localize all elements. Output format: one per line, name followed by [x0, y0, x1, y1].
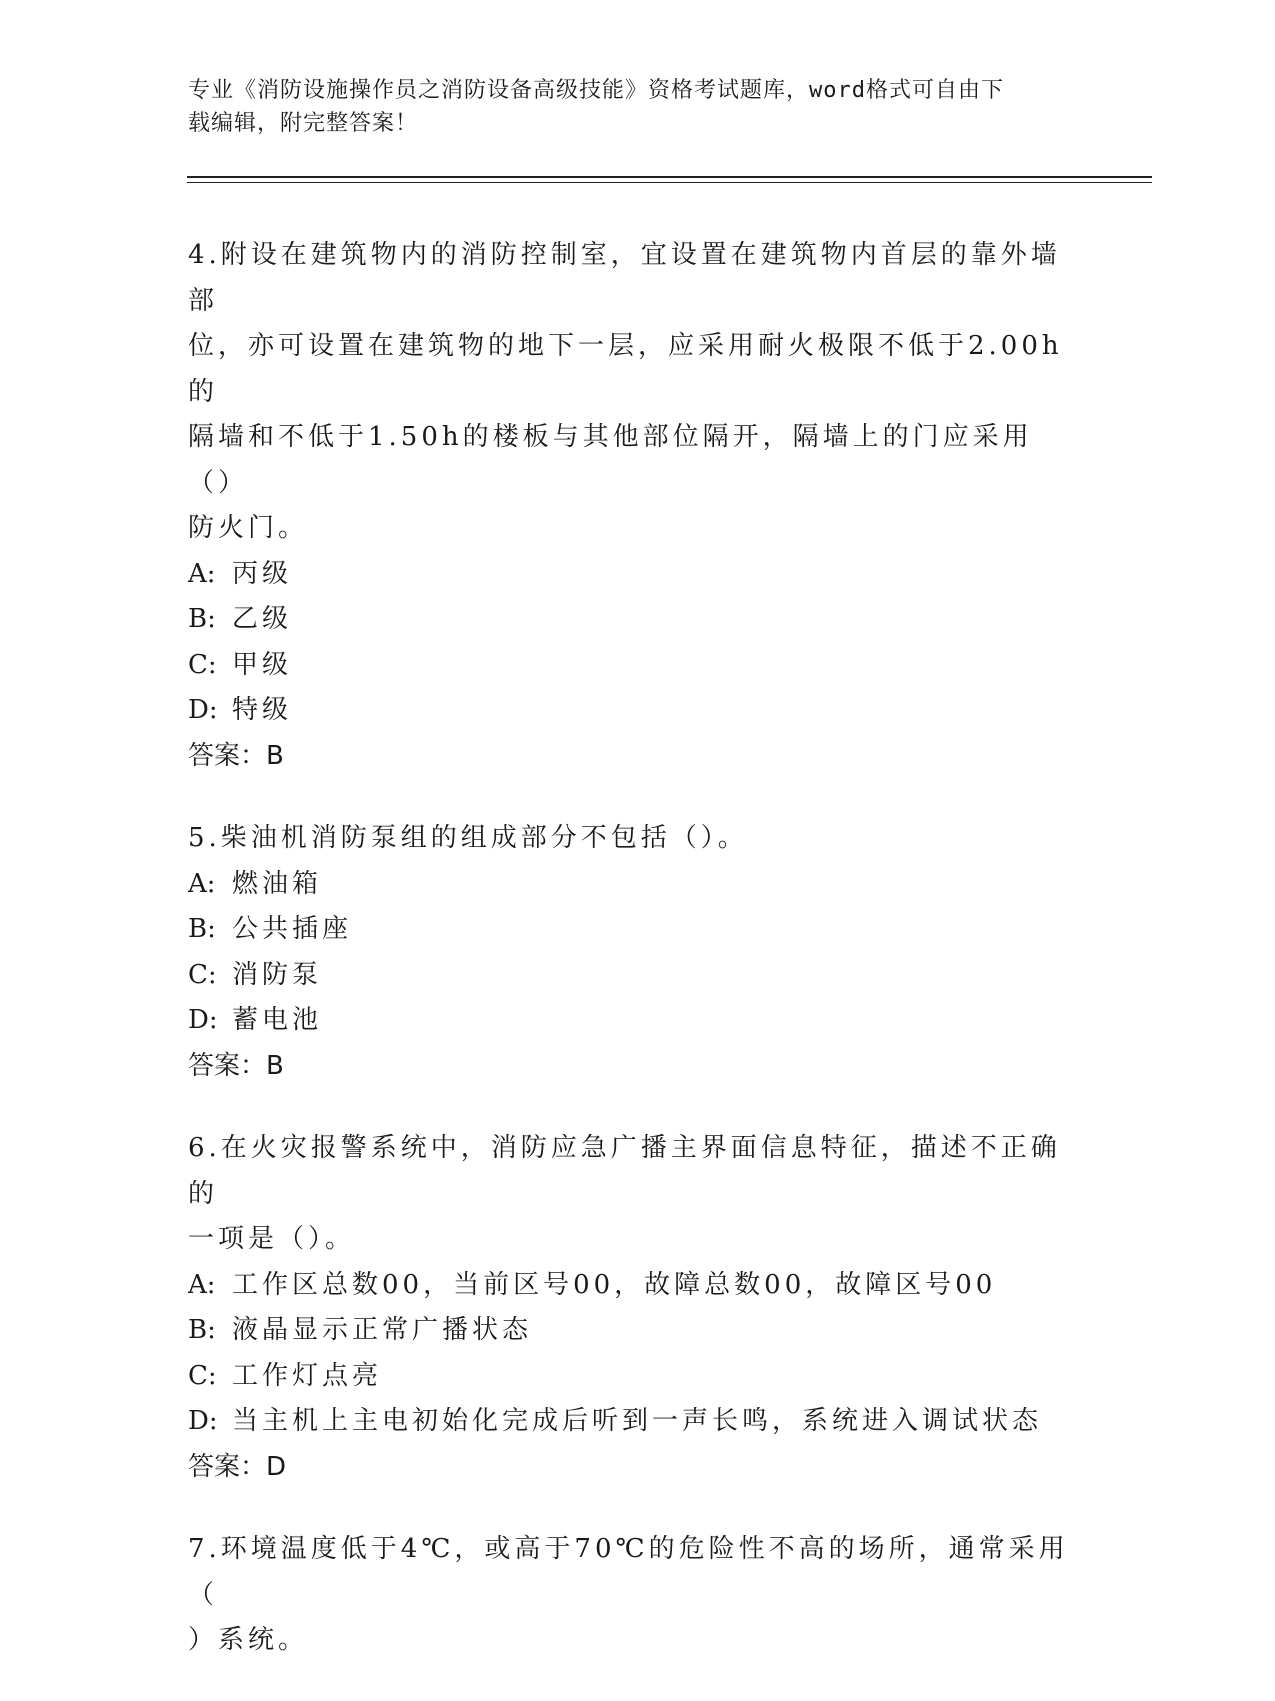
question-text-line: 防火门。 — [188, 513, 309, 543]
option-text: 工作灯点亮 — [232, 1360, 383, 1391]
option-text: 工作区总数00，当前区号00，故障总数00，故障区号00 — [232, 1269, 997, 1300]
option-c — [188, 643, 1078, 689]
question-text-line: 6.在火灾报警系统中，消防应急广播主界面信息特征，描述不正确的 — [188, 1133, 1061, 1209]
option-letter: C: — [188, 649, 217, 680]
answer-text: 答案：D — [188, 1451, 287, 1482]
option-d — [188, 688, 1078, 734]
option-d — [188, 998, 1078, 1044]
option-letter: A: — [188, 1269, 216, 1300]
option-text: 公共插座 — [232, 914, 353, 944]
option-text: 燃油箱 — [232, 868, 323, 899]
answer-text: 答案：B — [188, 740, 284, 771]
option-letter: D: — [188, 695, 218, 725]
option-b — [188, 907, 1078, 953]
option-letter: B: — [188, 604, 216, 634]
question-text-line: 4.附设在建筑物内的消防控制室，宜设置在建筑物内首层的靠外墙部 — [188, 240, 1061, 316]
option-text: 特级 — [232, 695, 293, 725]
option-a — [188, 862, 1078, 908]
option-letter: C: — [188, 959, 217, 990]
option-letter: B: — [188, 914, 216, 944]
option-a — [188, 1263, 1078, 1309]
question-text-line: 隔墙和不低于1.50h的楼板与其他部位隔开，隔墙上的门应采用（） — [188, 422, 1033, 498]
option-b — [188, 597, 1078, 643]
question-text-line: 7.环境温度低于4℃，或高于70℃的危险性不高的场所，通常采用（ — [188, 1534, 1069, 1610]
question-4 — [188, 233, 1078, 779]
question-5 — [188, 816, 1078, 1089]
option-b — [188, 1308, 1078, 1354]
option-text: 消防泵 — [232, 959, 323, 990]
answer-text: 答案：B — [188, 1050, 284, 1081]
question-text-line: ）系统。 — [188, 1625, 309, 1655]
option-a — [188, 552, 1078, 598]
option-letter: A: — [188, 558, 216, 589]
option-letter: C: — [188, 1360, 217, 1391]
option-letter: D: — [188, 1005, 218, 1035]
question-text-line: 一项是（）。 — [188, 1224, 356, 1254]
option-c — [188, 1354, 1078, 1400]
option-text: 蓄电池 — [232, 1005, 323, 1035]
question-list — [188, 233, 1078, 1701]
option-d — [188, 1399, 1078, 1445]
option-text: 当主机上主电初始化完成后听到一声长鸣，系统进入调试状态 — [232, 1406, 1043, 1436]
header-divider-thin — [187, 182, 1152, 183]
question-7 — [188, 1527, 1078, 1664]
question-6 — [188, 1126, 1078, 1490]
question-text-line: 位，亦可设置在建筑物的地下一层，应采用耐火极限不低于2.00h的 — [188, 331, 1063, 407]
question-text-line: 5.柴油机消防泵组的组成部分不包括（）。 — [188, 823, 748, 853]
header-line-1: 专业《消防设施操作员之消防设备高级技能》资格考试题库，word格式可自由下 — [188, 78, 1004, 103]
option-text: 乙级 — [232, 604, 293, 634]
option-letter: B: — [188, 1315, 216, 1345]
option-letter: D: — [188, 1406, 218, 1436]
option-text: 液晶显示正常广播状态 — [232, 1315, 533, 1345]
option-c — [188, 953, 1078, 999]
option-text: 甲级 — [232, 649, 293, 680]
document-header — [188, 74, 1068, 140]
header-divider-thick — [187, 176, 1152, 178]
option-letter: A: — [188, 868, 216, 899]
header-line-2: 载编辑，附完整答案！ — [188, 111, 419, 136]
option-text: 丙级 — [232, 558, 293, 589]
